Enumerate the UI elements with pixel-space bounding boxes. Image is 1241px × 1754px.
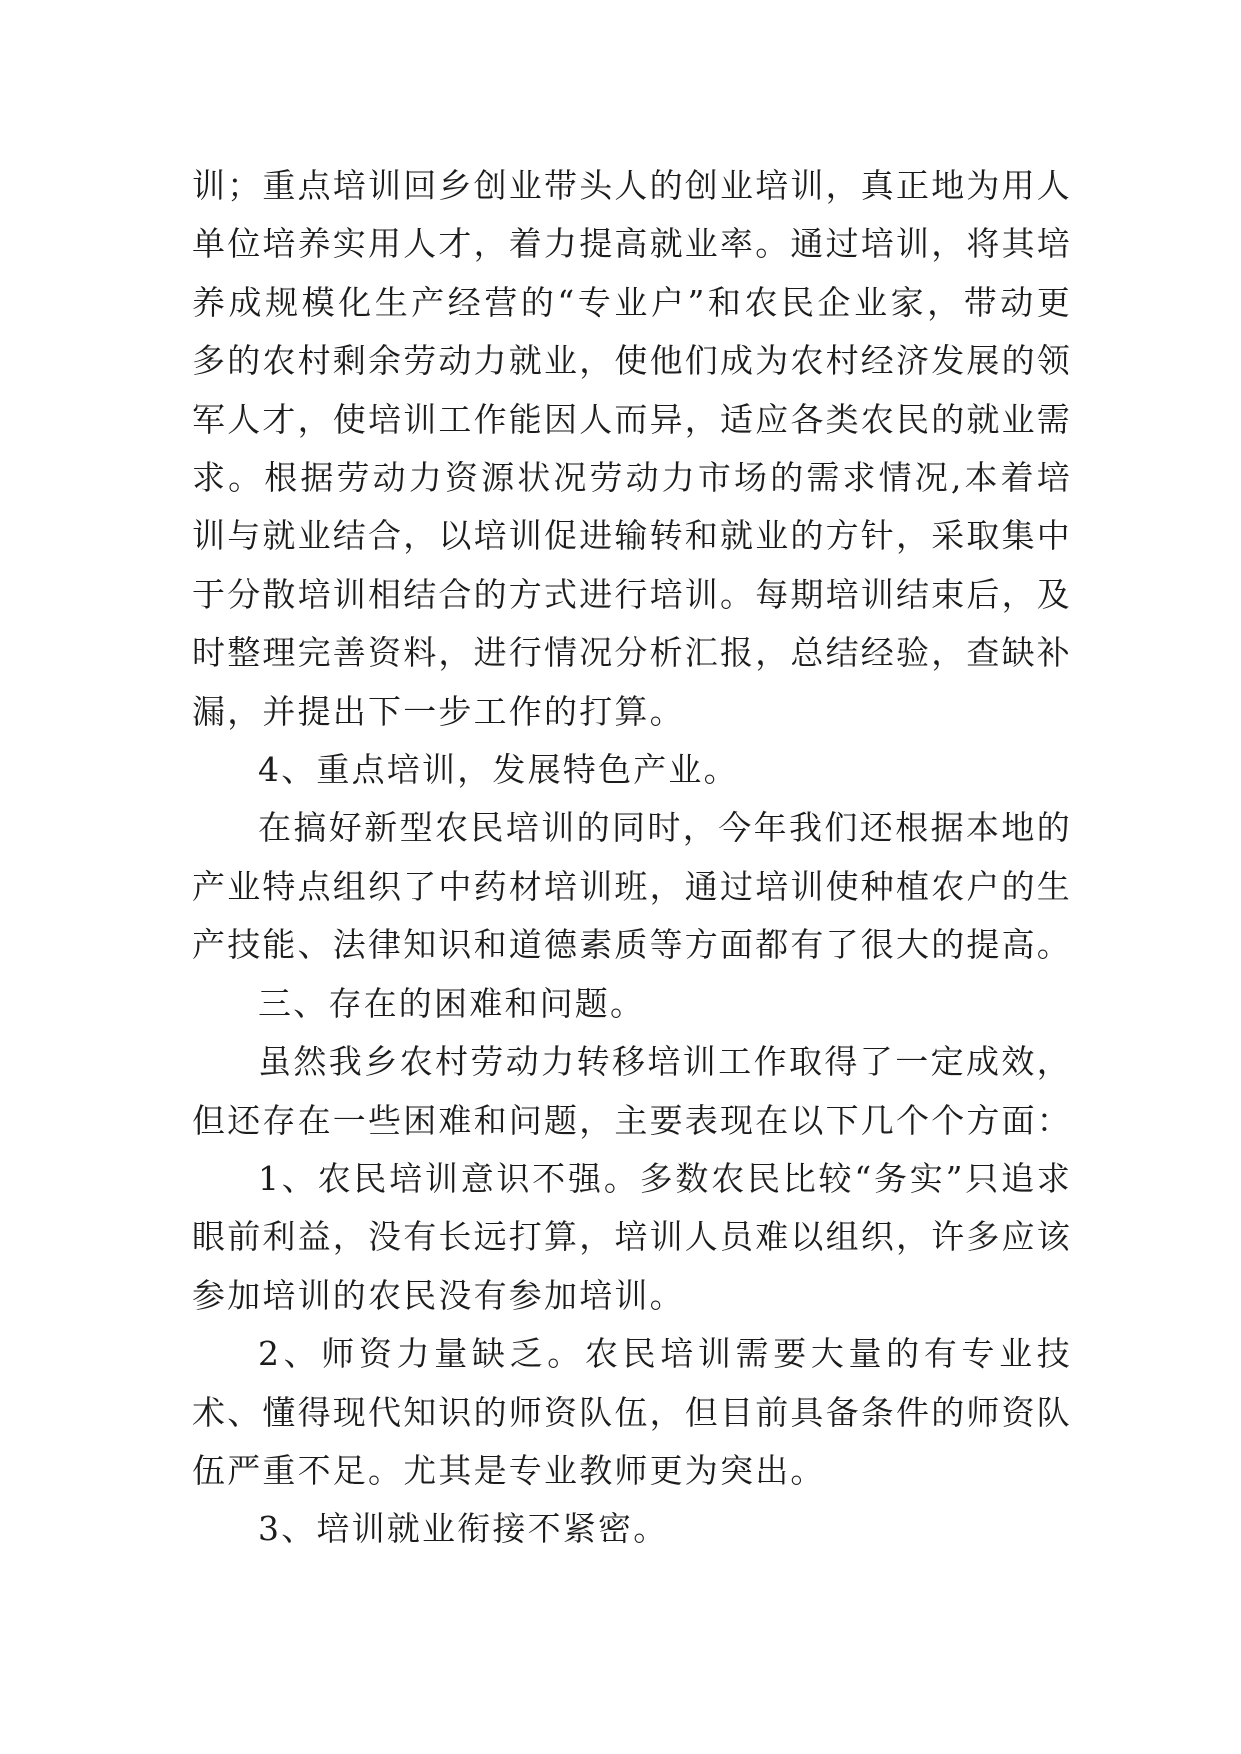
paragraph-special-industry: 在搞好新型农民培训的同时，今年我们还根据本地的产业特点组织了中药材培训班，通过培训使种植农户的生产技能、法律知识和道德素质等方面都有了很大的提高。: [192, 808, 1072, 965]
paragraph-problems-intro: 虽然我乡农村劳动力转移培训工作取得了一定成效，但还存在一些困难和问题，主要表现在以下几个个方面：: [192, 1042, 1072, 1140]
paragraph-problem-1: 1、农民培训意识不强。多数农民比较“务实”只追求眼前利益，没有长远打算，培训人员难以组织，许多应该参加培训的农民没有参加培训。: [192, 1158, 1072, 1315]
paragraph-continuation: 训；重点培训回乡创业带头人的创业培训，真正地为用人单位培养实用人才，着力提高就业率。通过培训，将其培养成规模化生产经营的“专业户”和农民企业家，带动更多的农村剩余劳动力就业，使他们成为农村经济发展的领军人才，使培训工作能因人而异，适应各类农民的就业需求。根据劳动力资源状况劳动力市场的需求情况,本着培训与就业结合，以培训促进输转和就业的方针，采取集中于分散培训相结合的方式进行培训。每期培训结束后，及时整理完善资料，进行情况分析汇报，总结经验，查缺补漏，并提出下一步工作的打算。: [192, 166, 1072, 731]
paragraph-problem-3: 3、培训就业衔接不紧密。: [258, 1509, 669, 1549]
paragraph-problem-2: 2、师资力量缺乏。农民培训需要大量的有专业技术、懂得现代知识的师资队伍，但目前具备条件的师资队伍严重不足。尤其是专业教师更为突出。: [192, 1334, 1072, 1490]
paragraph-heading-4: 4、重点培训，发展特色产业。: [258, 750, 739, 790]
document-body: [192, 157, 1072, 1559]
section-heading-problems: 三、存在的困难和问题。: [258, 983, 646, 1023]
